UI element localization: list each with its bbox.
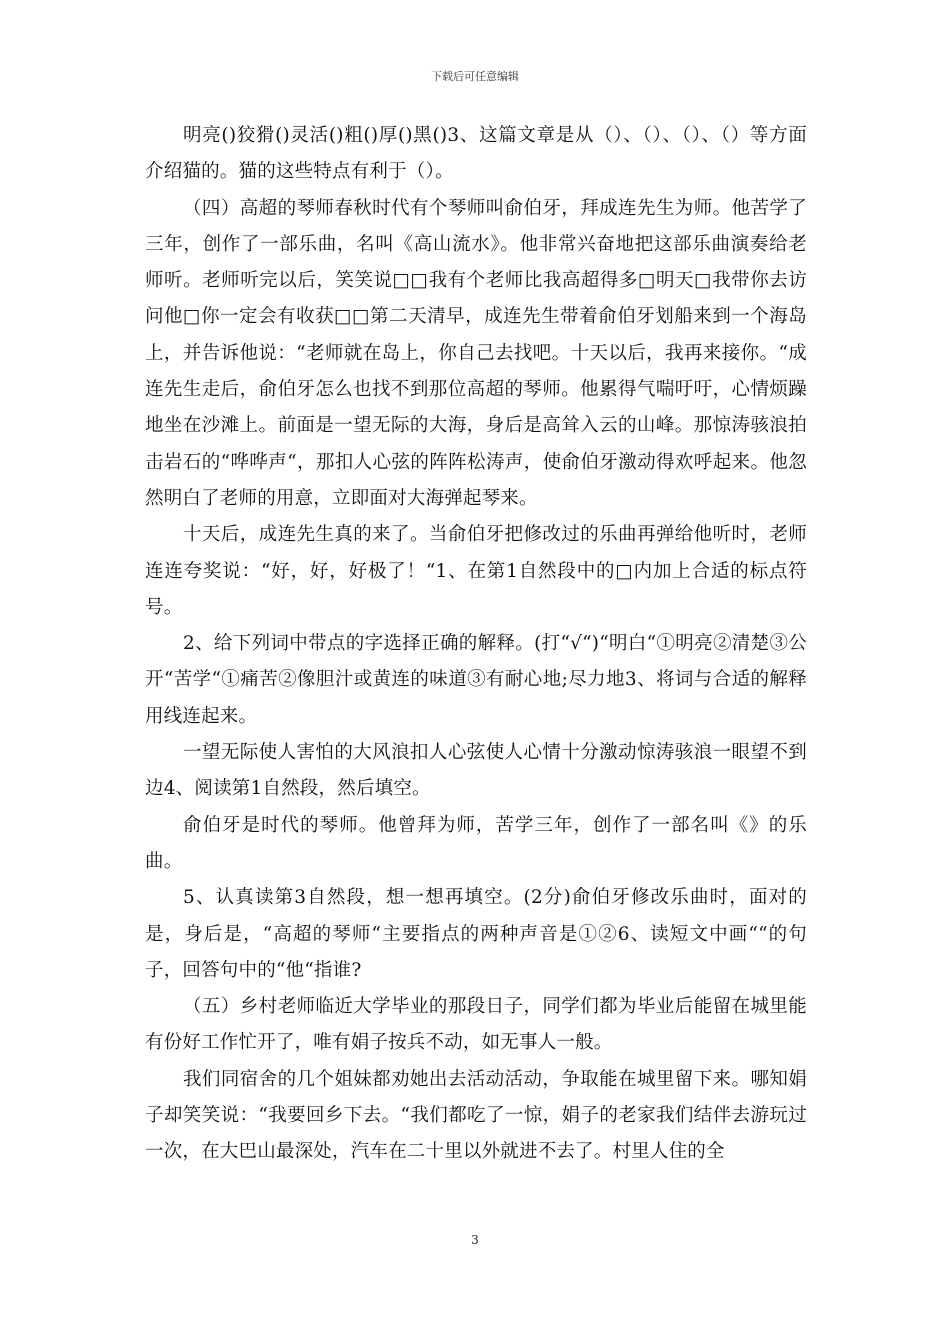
paragraph-2: （四）高超的琴师春秋时代有个琴师叫俞伯牙，拜成连先生为师。他苦学了三年，创作了一部乐曲，名叫《高山流水》。他非常兴奋地把这部乐曲演奏给老师听。老师听完以后，笑笑说□□我有个老师比我高超得多□明天□我带你去访问他□你一定会有收获□□第二天清早，成连先生带着俞伯牙划船来到一个海岛上，并告诉他说：“老师就在岛上，你自己去找吧。十天以后，我再来接你。“成连先生走后，俞伯牙怎么也找不到那位高超的琴师。他累得气喘吁吁，心情烦躁地坐在沙滩上。前面是一望无际的大海，身后是高耸入云的山峰。那惊涛骇浪拍击岩石的“哗哗声“，那扣人心弦的阵阵松涛声，使俞伯牙激动得欢呼起来。他忽然明白了老师的用意，立即面对大海弹起琴来。 (145, 197, 807, 509)
paragraph-1: 明亮()狡猾()灵活()粗()厚()黑()3、这篇文章是从（）、（）、（）、（）等方面介绍猫的。猫的这些特点有利于（）。 (145, 125, 807, 183)
paragraph-8: （五）乡村老师临近大学毕业的那段日子，同学们都为毕业后能留在城里能有份好工作忙开了，唯有娟子按兵不动，如无事人一般。 (145, 996, 807, 1054)
page-number: 3 (471, 1233, 479, 1247)
paragraph-6: 俞伯牙是时代的琴师。他曾拜为师，苦学三年，创作了一部名叫《》的乐曲。 (145, 814, 807, 872)
paragraph-4: 2、给下列词中带点的字选择正确的解释。(打“√“)“明白“①明亮②清楚③公开“苦学“①痛苦②像胆汁或黄连的味道③有耐心地;尽力地3、将词与合适的解释用线连起来。 (145, 633, 807, 727)
document-body (145, 118, 807, 1171)
page-header: 下载后可任意编辑 (431, 70, 519, 83)
paragraph-3: 十天后，成连先生真的来了。当俞伯牙把修改过的乐曲再弹给他听时，老师连连夸奖说：“好，好，好极了！“1、在第1自然段中的□内加上合适的标点符号。 (145, 524, 807, 618)
paragraph-5: 一望无际使人害怕的大风浪扣人心弦使人心情十分激动惊涛骇浪一眼望不到边4、阅读第1自然段，然后填空。 (145, 742, 807, 800)
paragraph-7: 5、认真读第3自然段，想一想再填空。(2分)俞伯牙修改乐曲时，面对的是，身后是，“高超的琴师“主要指点的两种声音是①②6、读短文中画““的句子，回答句中的“他“指谁? (145, 887, 807, 981)
paragraph-9: 我们同宿舍的几个姐妹都劝她出去活动活动，争取能在城里留下来。哪知娟子却笑笑说：“我要回乡下去。“我们都吃了一惊，娟子的老家我们结伴去游玩过一次，在大巴山最深处，汽车在二十里以外就进不去了。村里人住的全 (145, 1068, 807, 1163)
